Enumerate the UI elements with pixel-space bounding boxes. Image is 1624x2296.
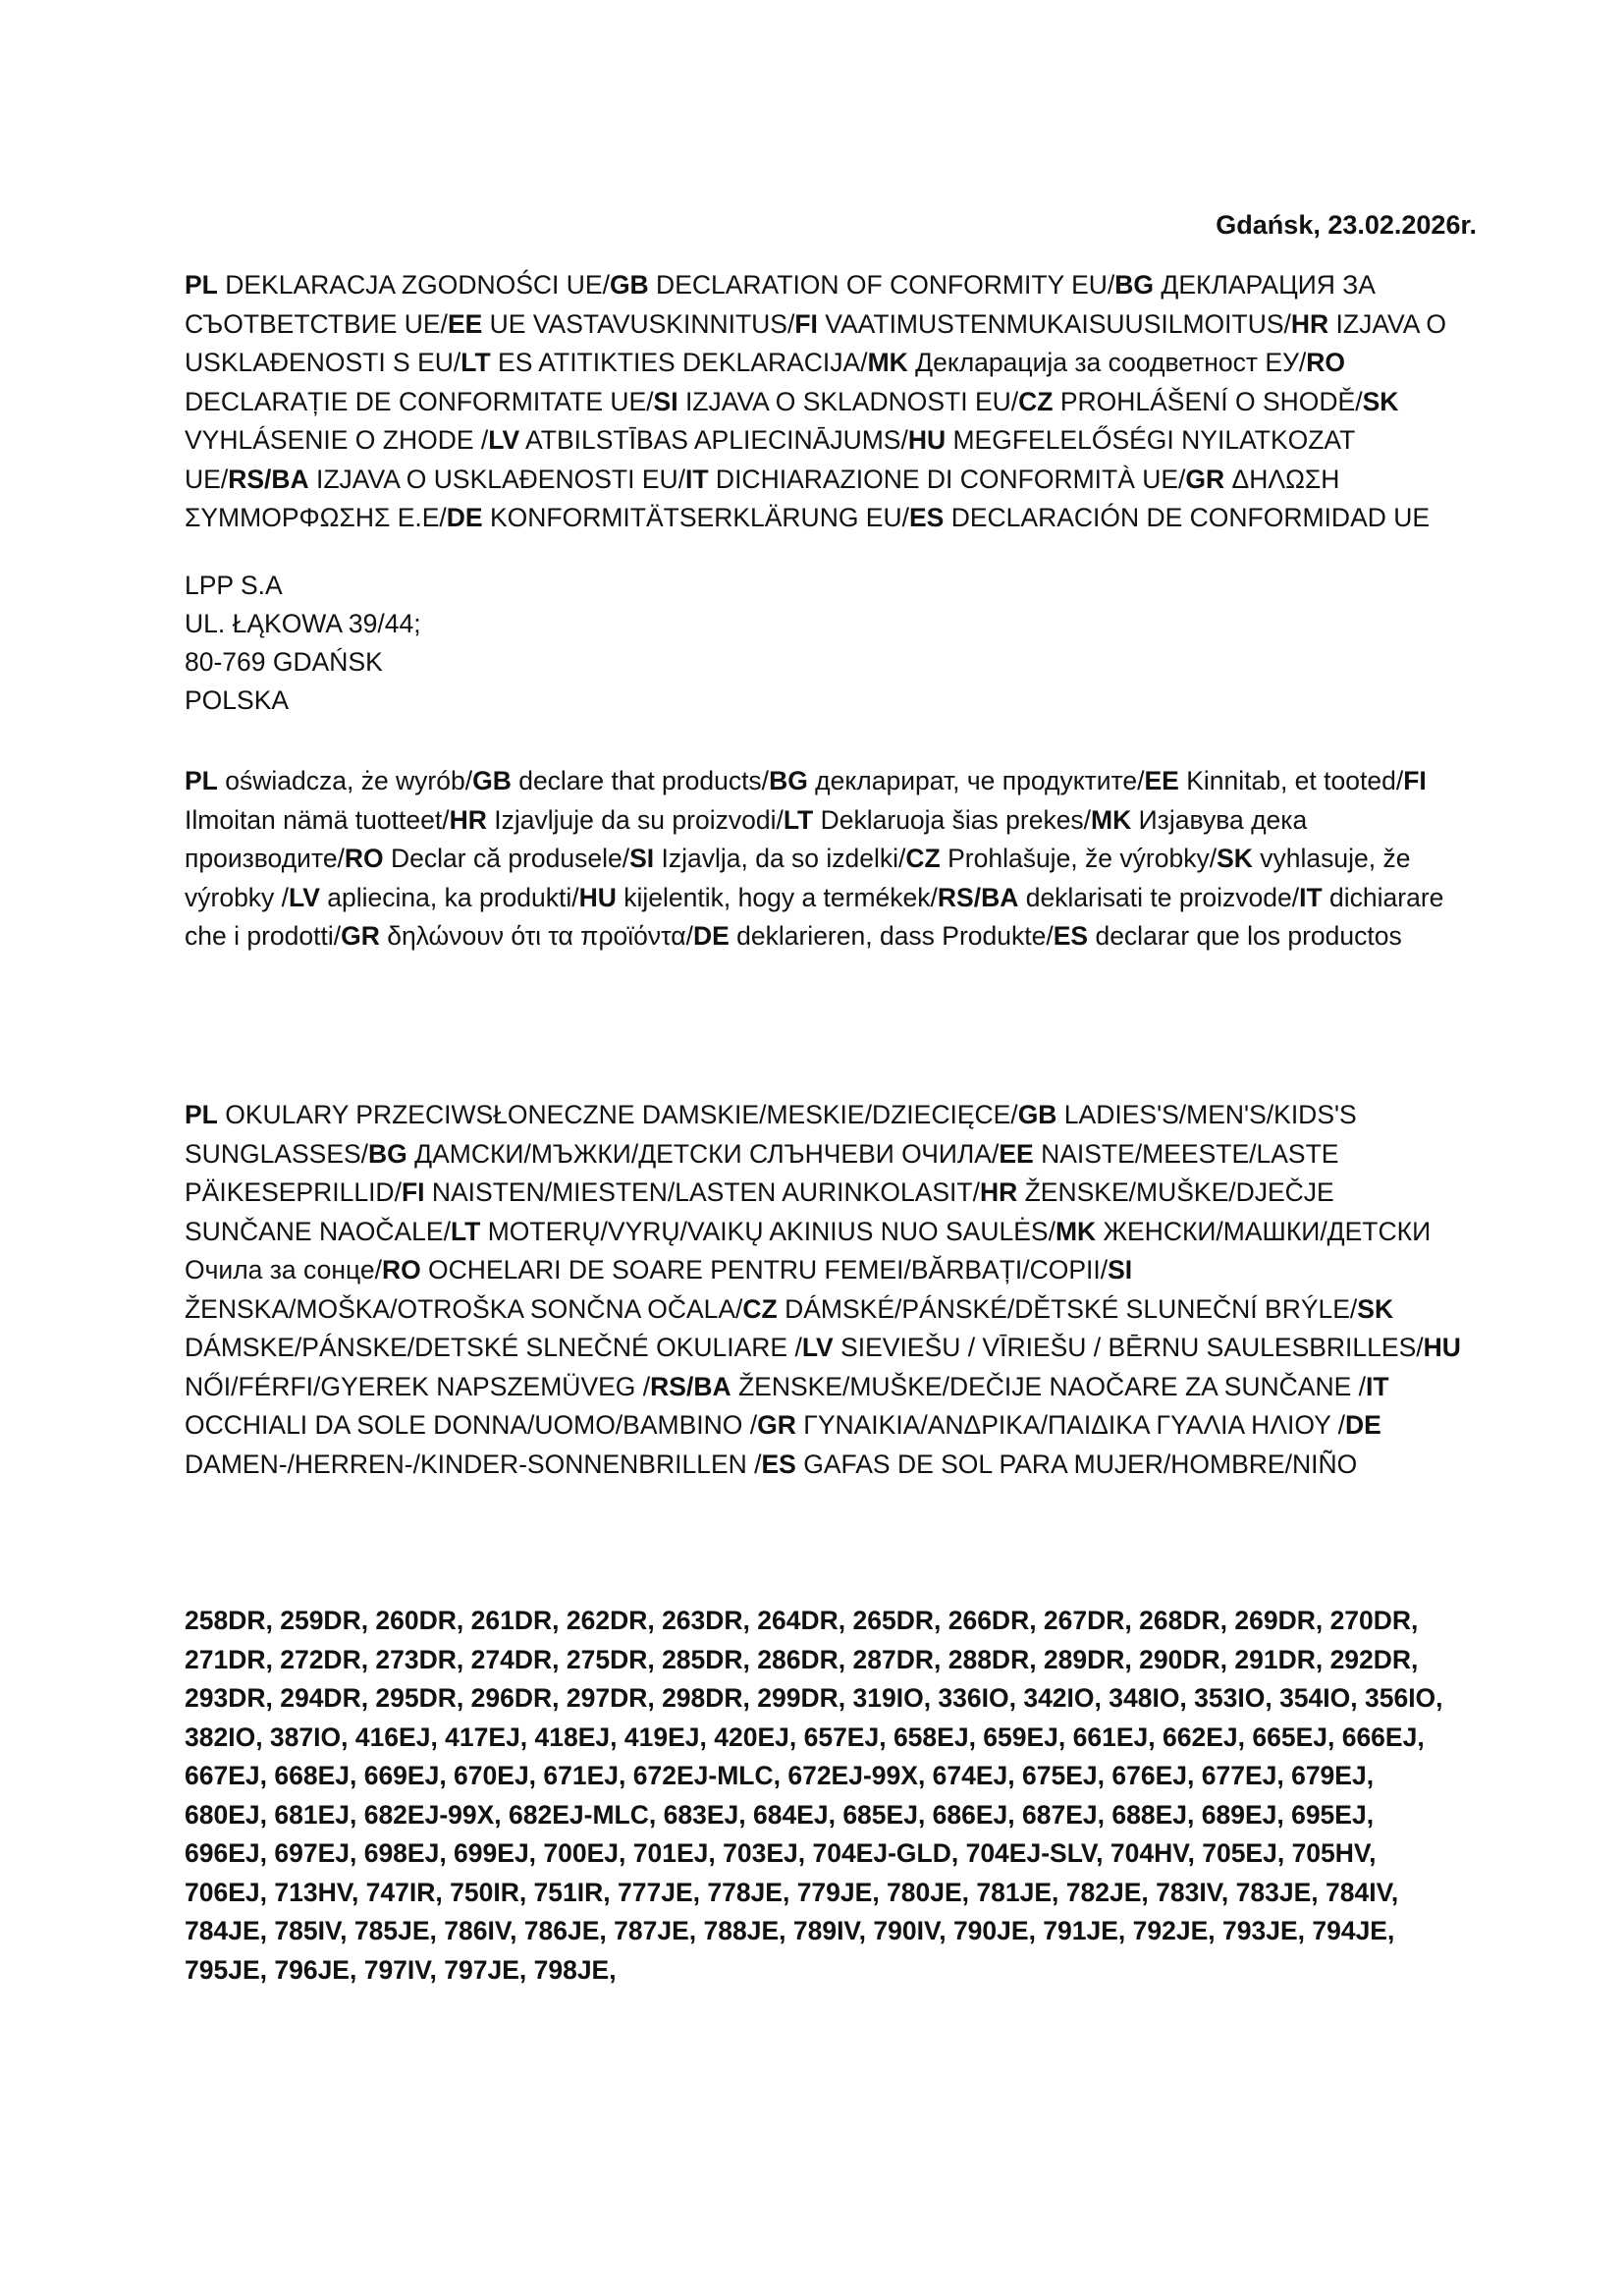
title-lang-text: DICHIARAZIONE DI CONFORMITÀ UE/ bbox=[708, 464, 1186, 494]
product-lang-code: RS/BA bbox=[650, 1371, 731, 1401]
product-lang-code: CZ bbox=[742, 1293, 778, 1324]
title-lang-text: VAATIMUSTENMUKAISUUSILMOITUS/ bbox=[817, 308, 1291, 339]
product-lang-code: EE bbox=[999, 1138, 1034, 1169]
product-lang-code: LV bbox=[801, 1333, 834, 1362]
declare-lang-text: Kinnitab, et tooted/ bbox=[1178, 766, 1404, 795]
product-lang-text: GAFAS DE SOL PARA MUJER/HOMBRE/NIÑO bbox=[795, 1449, 1358, 1479]
title-lang-text: MEGFELELŐSÉGI NYILATKOZAT UE/ bbox=[185, 425, 1355, 494]
declare-lang-code: BG bbox=[769, 766, 808, 795]
manufacturer-address bbox=[185, 567, 1461, 720]
declare-lang-text: kijelentik, hogy a termékek/ bbox=[616, 882, 938, 912]
declare-lang-text: dichiarare che i prodotti/ bbox=[185, 882, 1444, 951]
declare-lang-text: Izjavlja, da so izdelki/ bbox=[654, 844, 906, 873]
title-lang-text: PROHLÁŠENÍ O SHODĚ/ bbox=[1053, 386, 1363, 416]
product-codes-list: 258DR, 259DR, 260DR, 261DR, 262DR, 263DR, 264DR, 265DR, 266DR, 267DR, 268DR, 269DR, 270DR, 271DR, 272DR, 273DR, 274DR, 275DR, 285DR, 286DR, 287DR, 288DR, 289DR, 290DR, 291DR, 292DR, 293DR, 294DR, 295DR, 296DR, 297DR, 298DR, 299DR, 319IO, 336IO, 342IO, 348IO, 353IO, 354IO, 356IO, 382IO, 387IO, 416EJ, 417EJ, 418EJ, 419EJ, 420EJ, 657EJ, 658EJ, 659EJ, 661EJ, 662EJ, 665EJ, 666EJ, 667EJ, 668EJ, 669EJ, 670EJ, 671EJ, 672EJ-MLC, 672EJ-99X, 674EJ, 675EJ, 676EJ, 677EJ, 679EJ, 680EJ, 681EJ, 682EJ-99X, 682EJ-MLC, 683EJ, 684EJ, 685EJ, 686EJ, 687EJ, 688EJ, 689EJ, 695EJ, 696EJ, 697EJ, 698EJ, 699EJ, 700EJ, 701EJ, 703EJ, 704EJ-GLD, 704EJ-SLV, 704HV, 705EJ, 705HV, 706EJ, 713HV, 747IR, 750IR, 751IR, 777JE, 778JE, 779JE, 780JE, 781JE, 782JE, 783IV, 783JE, 784IV, 784JE, 785IV, 785JE, 786IV, 786JE, 787JE, 788JE, 789IV, 790IV, 790JE, 791JE, 792JE, 793JE, 794JE, 795JE, 796JE, 797IV, 797JE, 798JE, bbox=[185, 1606, 1443, 1985]
declare-lang-code: MK bbox=[1091, 804, 1132, 835]
product-lang-code: DE bbox=[1345, 1410, 1381, 1440]
product-lang-text: OCHELARI DE SOARE PENTRU FEMEI/BĂRBAȚI/COPII/ bbox=[420, 1255, 1109, 1285]
declare-lang-code: SI bbox=[629, 844, 655, 873]
product-lang-text: NAISTEN/MIESTEN/LASTEN AURINKOLASIT/ bbox=[424, 1177, 980, 1207]
declare-lang-text: deklarisati te proizvode/ bbox=[1018, 882, 1300, 912]
declare-lang-text: declarar que los productos bbox=[1088, 921, 1402, 951]
title-lang-code: HU bbox=[907, 425, 947, 455]
title-lang-code: HR bbox=[1290, 308, 1329, 339]
product-lang-code: GR bbox=[757, 1410, 796, 1440]
product-lang-text: DÁMSKÉ/PÁNSKÉ/DĚTSKÉ SLUNEČNÍ BRÝLE/ bbox=[777, 1293, 1358, 1324]
declare-lang-text: Ilmoitan nämä tuotteet/ bbox=[185, 804, 450, 835]
product-lang-text: LADIES'S/MEN'S/KIDS'S SUNGLASSES/ bbox=[185, 1100, 1357, 1169]
title-lang-code: GR bbox=[1185, 464, 1225, 494]
product-lang-code: RO bbox=[381, 1255, 421, 1285]
title-lang-text: DEKLARACJA ZGODNOŚCI UE/ bbox=[217, 270, 610, 300]
product-lang-text: DÁMSKE/PÁNSKE/DETSKÉ SLNEČNÉ OKULIARE / bbox=[185, 1333, 802, 1362]
title-lang-text: VYHLÁSENIE O ZHODE / bbox=[185, 425, 489, 455]
title-lang-text: UE VASTAVUSKINNITUS/ bbox=[482, 308, 795, 339]
title-lang-code: ES bbox=[908, 503, 945, 532]
document-date: Gdańsk, 23.02.2026r. bbox=[1216, 210, 1477, 240]
declaration-title bbox=[185, 266, 1461, 538]
product-lang-text: DAMEN-/HERREN-/KINDER-SONNENBRILLEN / bbox=[185, 1449, 762, 1479]
title-lang-code: IT bbox=[685, 464, 709, 494]
product-lang-code: SK bbox=[1357, 1293, 1394, 1324]
title-lang-text: DECLARATION OF CONFORMITY EU/ bbox=[648, 270, 1115, 300]
declare-lang-code: GR bbox=[341, 921, 380, 951]
title-lang-code: LT bbox=[460, 348, 491, 377]
declare-lang-text: δηλώνουν ότι τα προϊόντα/ bbox=[379, 921, 693, 951]
title-lang-text: IZJAVA O SKLADNOSTI EU/ bbox=[677, 386, 1019, 416]
title-lang-code: CZ bbox=[1018, 386, 1054, 416]
country: POLSKA bbox=[185, 685, 290, 715]
company-name: LPP S.A bbox=[185, 571, 283, 600]
title-lang-code: SI bbox=[653, 386, 678, 416]
product-lang-code: FI bbox=[401, 1177, 425, 1207]
title-lang-text: ATBILSTĪBAS APLIECINĀJUMS/ bbox=[519, 425, 908, 455]
declare-lang-code: IT bbox=[1299, 882, 1323, 912]
declare-lang-code: LT bbox=[783, 804, 814, 835]
declare-lang-text: Izjavljuje da su proizvodi/ bbox=[486, 804, 784, 835]
product-lang-code: SI bbox=[1108, 1255, 1133, 1285]
product-lang-code: BG bbox=[368, 1138, 407, 1169]
title-lang-text: DECLARACIÓN DE CONFORMIDAD UE bbox=[944, 503, 1431, 532]
title-lang-code: GB bbox=[609, 270, 649, 300]
title-lang-code: RO bbox=[1306, 348, 1346, 377]
declare-lang-code: LV bbox=[289, 882, 320, 912]
product-lang-text: ДАМСКИ/МЪЖКИ/ДЕТСКИ СЛЪНЧЕВИ ОЧИЛА/ bbox=[406, 1138, 1000, 1169]
declare-lang-text: Prohlašuje, že výrobky/ bbox=[940, 844, 1218, 873]
title-lang-code: DE bbox=[446, 503, 483, 532]
declare-lang-code: FI bbox=[1403, 766, 1427, 795]
declare-lang-code: RO bbox=[344, 844, 384, 873]
product-lang-code: IT bbox=[1366, 1371, 1389, 1401]
title-lang-code: SK bbox=[1362, 386, 1399, 416]
title-lang-code: RS/BA bbox=[228, 464, 309, 494]
title-lang-code: MK bbox=[867, 348, 908, 377]
declare-lang-code: CZ bbox=[905, 844, 941, 873]
product-lang-text: ŽENSKE/MUŠKE/DJEČJE SUNČANE NAOČALE/ bbox=[185, 1177, 1334, 1246]
product-lang-text: ŽENSKA/MOŠKA/OTROŠKA SONČNA OČALA/ bbox=[185, 1293, 743, 1324]
declare-lang-text: deklarieren, dass Produkte/ bbox=[729, 921, 1054, 951]
declare-lang-text: declare that products/ bbox=[511, 766, 770, 795]
product-lang-text: OKULARY PRZECIWSŁONECZNE DAMSKIE/MESKIE/DZIECIĘCE/ bbox=[217, 1100, 1018, 1129]
title-lang-text: ΔΗΛΩΣΗ ΣΥΜΜΟΡΦΩΣΗΣ E.E/ bbox=[185, 464, 1340, 532]
title-lang-text: IZJAVA O USKLAĐENOSTI S EU/ bbox=[185, 308, 1446, 377]
declare-lang-code: GB bbox=[472, 766, 512, 795]
title-lang-code: BG bbox=[1114, 270, 1155, 300]
product-lang-code: PL bbox=[185, 1100, 218, 1129]
title-lang-text: KONFORMITÄTSERKLÄRUNG EU/ bbox=[482, 503, 909, 532]
declare-lang-code: HR bbox=[449, 804, 487, 835]
product-lang-text: ŽENSKE/MUŠKE/DEČIJE NAOČARE ZA SUNČANE / bbox=[731, 1371, 1367, 1401]
declare-lang-text: oświadcza, że wyrób/ bbox=[217, 766, 473, 795]
product-lang-text: NŐI/FÉRFI/GYEREK NAPSZEMÜVEG / bbox=[185, 1371, 651, 1401]
declare-lang-code: DE bbox=[692, 921, 730, 951]
product-lang-code: LT bbox=[450, 1216, 481, 1246]
title-lang-code: FI bbox=[794, 308, 818, 339]
product-lang-text: ΓΥΝΑΙΚΙΑ/ΑΝΔΡΙΚΑ/ΠΑΙΔΙΚΑ ΓΥΑΛΙΑ ΗΛΙΟΥ / bbox=[795, 1410, 1345, 1440]
product-lang-text: MOTERŲ/VYRŲ/VAIKŲ AKINIUS NUO SAULĖS/ bbox=[480, 1216, 1056, 1246]
title-lang-code: EE bbox=[447, 308, 483, 339]
product-description bbox=[185, 1096, 1461, 1484]
declare-lang-code: RS/BA bbox=[937, 882, 1019, 912]
product-lang-code: HU bbox=[1423, 1333, 1461, 1362]
declare-lang-code: EE bbox=[1144, 766, 1179, 795]
title-lang-text: ДЕКЛАРАЦИЯ ЗА СЪОТВЕТСТВИЕ UE/ bbox=[185, 270, 1376, 339]
title-lang-code: LV bbox=[488, 425, 520, 455]
product-lang-text: SIEVIEŠU / VĪRIEŠU / BĒRNU SAULESBRILLES/ bbox=[833, 1333, 1424, 1362]
declare-lang-code: PL bbox=[185, 766, 218, 795]
city-postal: 80-769 GDAŃSK bbox=[185, 647, 383, 677]
declare-lang-text: Изјавува дека производите/ bbox=[185, 804, 1308, 873]
product-lang-code: ES bbox=[761, 1449, 796, 1479]
title-lang-text: DECLARAȚIE DE CONFORMITATE UE/ bbox=[185, 386, 654, 416]
product-lang-code: HR bbox=[979, 1177, 1018, 1207]
title-lang-text: IZJAVA O USKLAĐENOSTI EU/ bbox=[308, 464, 685, 494]
declare-lang-text: vyhlasuje, že výrobky / bbox=[185, 844, 1411, 912]
product-lang-code: MK bbox=[1055, 1216, 1097, 1246]
street-address: UL. ŁĄKOWA 39/44; bbox=[185, 609, 421, 638]
title-lang-text: ES ATITIKTIES DEKLARACIJA/ bbox=[490, 348, 868, 377]
declare-lang-code: ES bbox=[1053, 921, 1089, 951]
declare-lang-text: apliecina, ka produkti/ bbox=[319, 882, 579, 912]
declare-lang-text: Deklaruoja šias prekes/ bbox=[813, 804, 1092, 835]
declare-lang-text: декларират, че продуктите/ bbox=[807, 766, 1145, 795]
declare-lang-code: HU bbox=[578, 882, 617, 912]
product-lang-text: ЖЕНСКИ/МАШКИ/ДЕТСКИ Очила за сонце/ bbox=[185, 1216, 1432, 1285]
title-lang-code: PL bbox=[185, 270, 218, 300]
product-lang-text: NAISTE/MEESTE/LASTE PÄIKESEPRILLID/ bbox=[185, 1138, 1339, 1207]
product-lang-code: GB bbox=[1017, 1100, 1057, 1129]
title-lang-text: Декларација за соодветност ЕУ/ bbox=[907, 348, 1307, 377]
declaration-statement bbox=[185, 762, 1461, 957]
declare-lang-code: SK bbox=[1217, 844, 1253, 873]
declare-lang-text: Declar că produsele/ bbox=[383, 844, 630, 873]
product-lang-text: OCCHIALI DA SOLE DONNA/UOMO/BAMBINO / bbox=[185, 1410, 758, 1440]
